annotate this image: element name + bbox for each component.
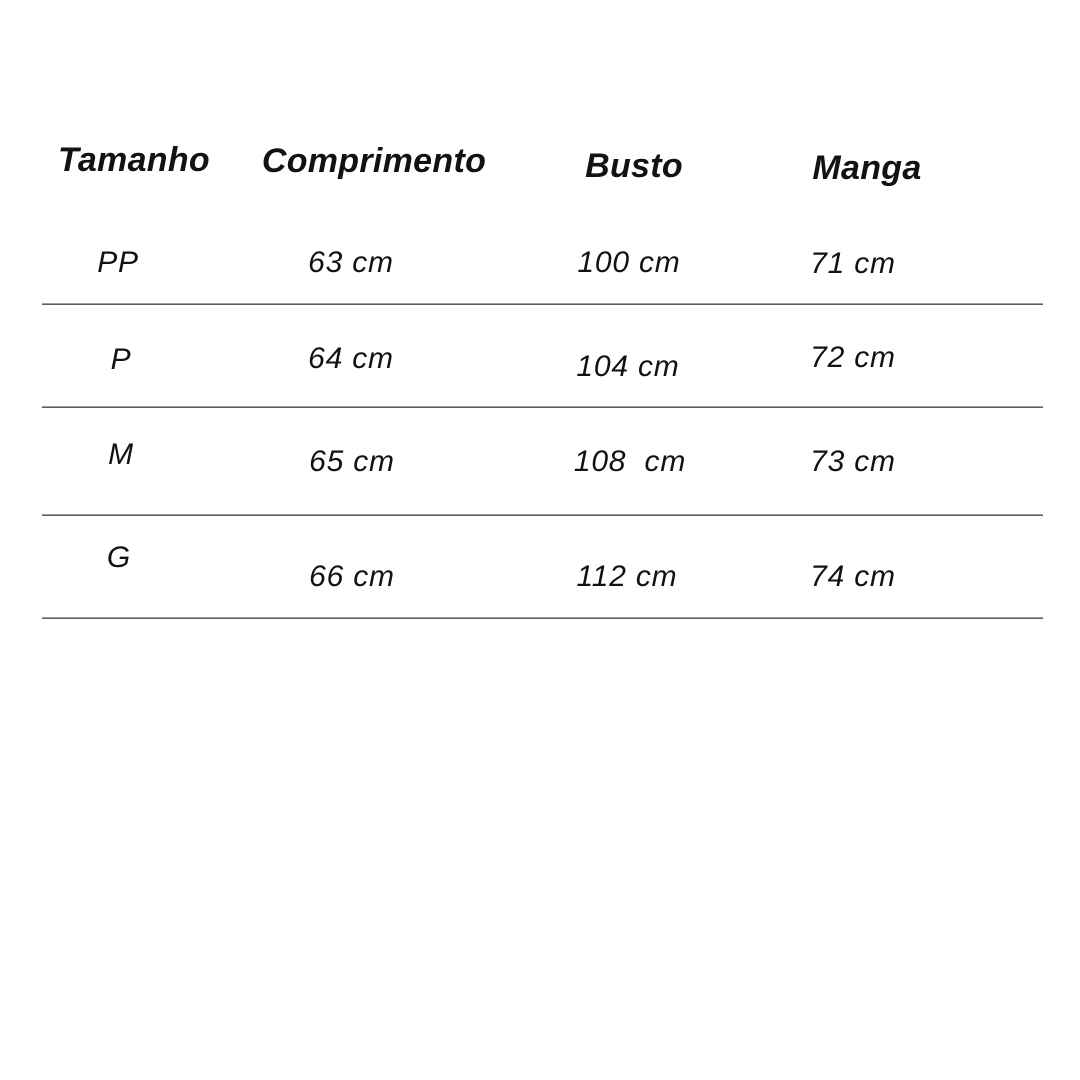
row-m-busto-value: 108 cm: [573, 445, 687, 478]
row-g-comprimento-value: 66 cm: [309, 560, 395, 593]
row-divider-1: [42, 303, 1043, 305]
row-p-busto-value: 104 cm: [576, 350, 680, 383]
row-p-manga-value: 72 cm: [810, 341, 896, 374]
row-m-size-label: M: [108, 438, 134, 471]
column-header-busto: Busto: [585, 147, 683, 185]
row-pp-busto-value: 100 cm: [577, 246, 681, 279]
row-pp-manga-value: 71 cm: [810, 247, 896, 280]
row-g-size-label: G: [106, 541, 132, 574]
row-p-size-label: P: [110, 343, 132, 376]
row-m-comprimento-value: 65 cm: [309, 445, 395, 478]
row-m-manga-value: 73 cm: [810, 445, 896, 478]
row-p-comprimento-value: 64 cm: [308, 342, 394, 375]
row-g-manga-value: 74 cm: [810, 560, 896, 593]
row-pp-size-label: PP: [97, 246, 139, 279]
row-divider-2: [42, 406, 1043, 408]
column-header-tamanho: Tamanho: [58, 141, 210, 179]
column-header-manga: Manga: [812, 149, 922, 187]
row-divider-4: [42, 617, 1043, 619]
column-header-comprimento: Comprimento: [261, 142, 487, 180]
row-g-busto-value: 112 cm: [576, 560, 678, 593]
row-divider-3: [42, 514, 1043, 516]
row-pp-comprimento-value: 63 cm: [308, 246, 394, 279]
